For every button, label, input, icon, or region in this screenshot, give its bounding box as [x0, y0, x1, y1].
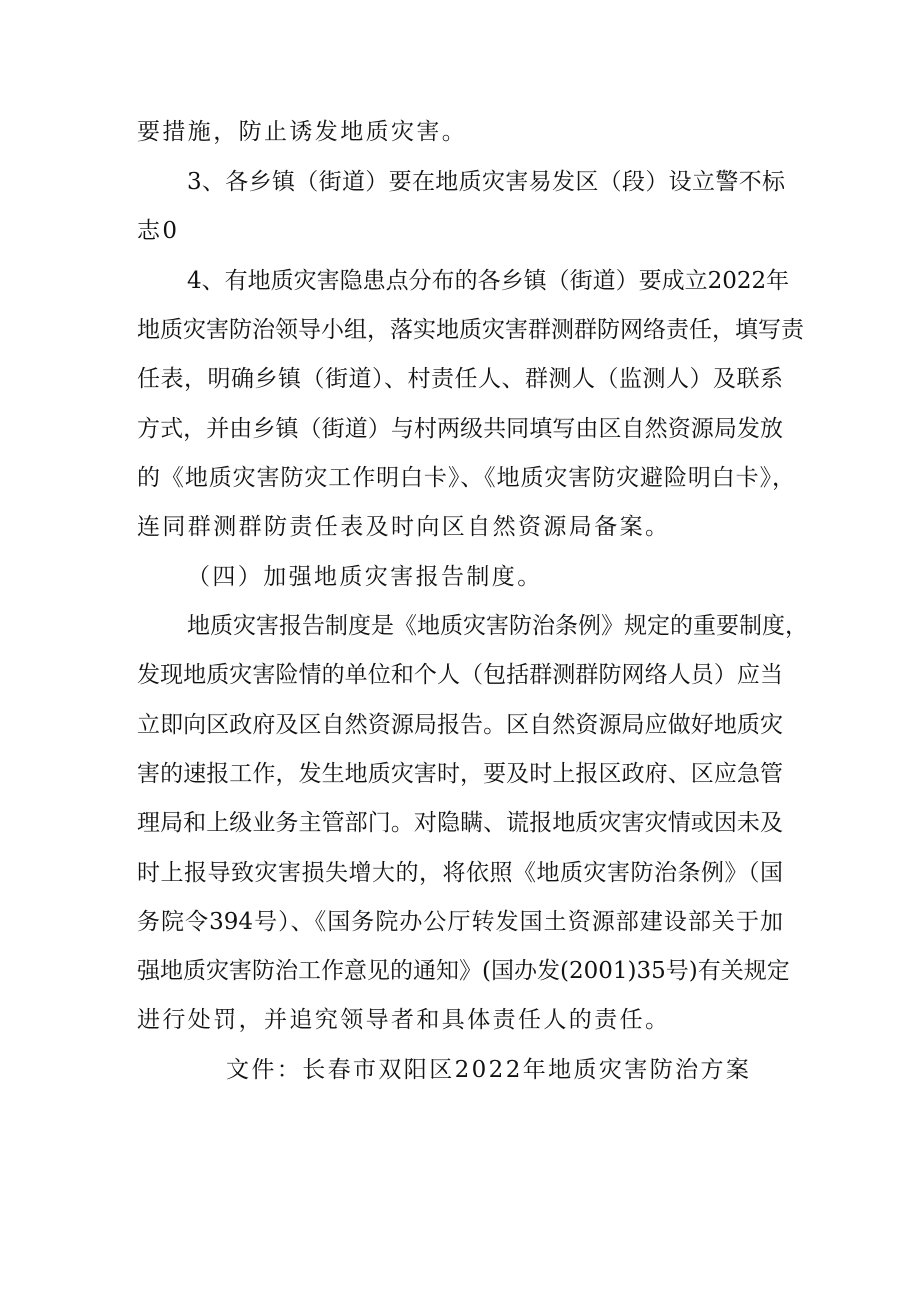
body-text-line: 进行处罚，并追究领导者和具体责任人的责任。 — [137, 1007, 671, 1033]
body-text-line: 发现地质灾害险情的单位和个人（包括群测群防网络人员）应当 — [137, 662, 783, 688]
body-text-line: 害的速报工作，发生地质灾害时，要及时上报区政府、区应急管 — [137, 761, 783, 787]
body-text-line: 志0 — [137, 218, 180, 244]
body-text-line: 方式，并由乡镇（街道）与村两级共同填写由区自然资源局发放 — [137, 416, 783, 442]
body-text-line: 务院令394号）、《国务院办公厅转发国土资源部建设部关于加 — [137, 909, 783, 935]
body-text-line: 强地质灾害防治工作意见的通知》(国办发(2001)35号)有关规定 — [137, 958, 790, 984]
body-text-line: 要措施，防止诱发地质灾害。 — [137, 119, 468, 145]
document-source-caption: 文件：长春市双阳区2022年地质灾害防治方案 — [226, 1057, 752, 1083]
body-text-line: 立即向区政府及区自然资源局报告。区自然资源局应做好地质灾 — [137, 712, 783, 738]
body-text-line: 任表，明确乡镇（街道）、村责任人、群测人（监测人）及联系 — [137, 366, 783, 392]
body-text-line: 时上报导致灾害损失增大的，将依照《地质灾害防治条例》（国 — [137, 860, 783, 886]
body-text-line: 3、各乡镇（街道）要在地质灾害易发区（段）设立警不标 — [187, 169, 785, 195]
body-text-line: 地质灾害报告制度是《地质灾害防治条例》规定的重要制度， — [187, 613, 808, 639]
body-text-line: 4、有地质灾害隐患点分布的各乡镇（街道）要成立2022年 — [187, 268, 790, 294]
section-heading: （四）加强地质灾害报告制度。 — [187, 564, 543, 590]
body-text-line: 的《地质灾害防灾工作明白卡》、《地质灾害防灾避险明白卡》， — [137, 465, 795, 491]
body-text-line: 地质灾害防治领导小组，落实地质灾害群测群防网络责任，填写责 — [137, 317, 804, 343]
body-text-line: 连同群测群防责任表及时向区自然资源局备案。 — [137, 514, 671, 540]
body-text-line: 理局和上级业务主管部门。对隐瞒、谎报地质灾害灾情或因未及 — [137, 810, 783, 836]
